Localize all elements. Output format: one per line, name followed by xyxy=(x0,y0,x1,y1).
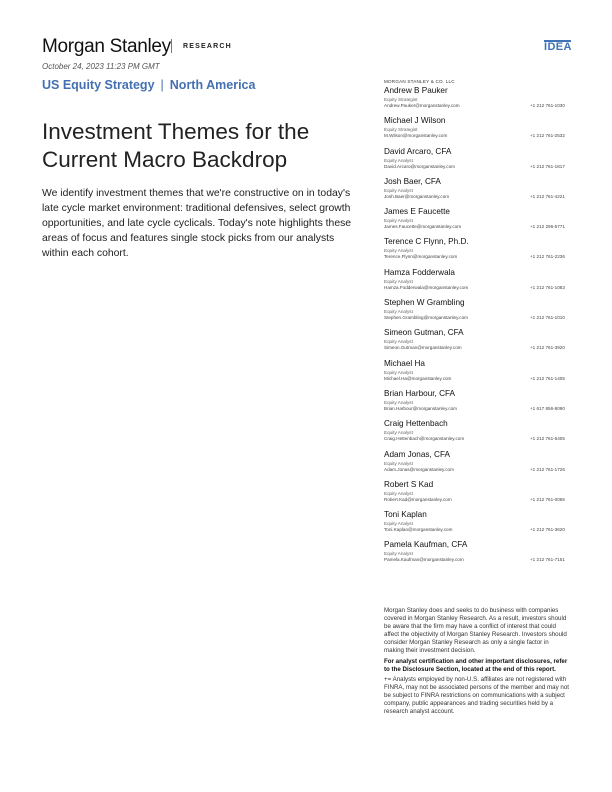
analyst-entry xyxy=(384,328,574,358)
analyst-phone: +1 212 761-7151 xyxy=(530,557,565,563)
analyst-entry xyxy=(384,298,574,328)
analyst-entry xyxy=(384,480,574,510)
analyst-entry xyxy=(384,450,574,480)
analyst-role: Equity Analyst xyxy=(384,490,413,496)
analyst-phone: +1 212 761-1726 xyxy=(530,466,565,472)
analyst-role: Equity Analyst xyxy=(384,278,413,284)
analyst-email[interactable]: Craig.Hettenbach@morganstanley.com xyxy=(384,436,465,442)
analyst-email[interactable]: M.Wilson@morganstanley.com xyxy=(384,133,448,139)
analyst-phone: +1 212 296-5771 xyxy=(530,224,565,230)
morgan-stanley-logo: Morgan Stanley xyxy=(42,36,171,57)
analyst-entry xyxy=(384,540,574,570)
analyst-name: Toni Kaplan xyxy=(384,510,427,520)
analyst-email[interactable]: James.Faucette@morganstanley.com xyxy=(384,224,462,230)
analyst-email[interactable]: Robert.Kad@morganstanley.com xyxy=(384,496,452,502)
analyst-name: Craig Hettenbach xyxy=(384,419,448,429)
analyst-entry xyxy=(384,268,574,298)
report-summary: We identify investment themes that we're constructive on in today's late cycle market environment: traditional defensives, select growth opportunities, and late cycle cyclicals. Today's note highlights these areas of focus and features single stock picks from our analysts within each cohort. xyxy=(42,188,352,260)
analyst-role: Equity Strategist xyxy=(384,97,418,102)
analyst-role: Equity Analyst xyxy=(384,521,413,527)
analyst-phone: +1 212 761-1010 xyxy=(530,315,565,321)
disclaimer-finra: += Analysts employed by non-U.S. affiliates are not registered with FINRA, may not be associated persons of the member and may not be subject to FINRA restrictions on communications with a subject company, public appearances and trading securities held by a research analyst account. xyxy=(384,675,570,716)
analyst-email[interactable]: Michael.Ha@morganstanley.com xyxy=(384,375,452,381)
analyst-entry xyxy=(384,207,574,237)
analyst-role: Equity Analyst xyxy=(384,399,413,405)
analyst-role: Equity Analyst xyxy=(384,187,413,193)
analyst-role: Equity Analyst xyxy=(384,460,413,466)
analyst-phone: +1 212 761-1030 xyxy=(530,103,565,108)
disclaimer-conflict: Morgan Stanley does and seeks to do business with companies covered in Morgan Stanley Research. As a result, investors should be aware that the firm may have a conflict of interest that could affect the objectivity of Morgan Stanley Research. Investors should consider Morgan Stanley Research as only a single factor in making their investment decision. xyxy=(384,607,567,655)
analyst-name: Josh Baer, CFA xyxy=(384,176,441,186)
analyst-phone: +1 212 761-1817 xyxy=(530,163,565,169)
analyst-name: Robert S Kad xyxy=(384,479,434,489)
analyst-email[interactable]: Adam.Jonas@morganstanley.com xyxy=(384,466,454,472)
analyst-email[interactable]: Terence.Flynn@morganstanley.com xyxy=(384,254,458,260)
section-secondary: North America xyxy=(169,78,256,92)
analyst-name: Pamela Kaufman, CFA xyxy=(384,540,468,550)
disclaimer-certification: For analyst certification and other important disclosures, refer to the Disclosure Section, located at the end of this report. xyxy=(384,657,568,673)
analyst-name: Michael Ha xyxy=(384,358,425,368)
section-primary: US Equity Strategy xyxy=(42,78,155,92)
analyst-phone: +1 212 761-1083 xyxy=(530,284,565,290)
section-separator: | xyxy=(160,78,164,92)
analyst-role: Equity Analyst xyxy=(384,218,413,224)
report-title: Investment Themes for the Current Macro Backdrop xyxy=(42,119,310,173)
analyst-email[interactable]: David.Arcaro@morganstanley.com xyxy=(384,163,455,169)
analyst-phone: +1 212 761-2236 xyxy=(530,254,565,260)
analyst-phone: +1 212 761-3920 xyxy=(530,345,565,351)
analyst-name: Adam Jonas, CFA xyxy=(384,449,450,459)
analyst-phone: +1 212 761-2532 xyxy=(530,133,565,139)
analyst-name: Simeon Gutman, CFA xyxy=(384,328,464,338)
analyst-entry xyxy=(384,177,574,207)
analyst-name: Hamza Fodderwala xyxy=(384,267,455,277)
analyst-name: Stephen W Grambling xyxy=(384,298,465,308)
idea-badge: IDEA xyxy=(544,41,572,53)
firm-name: MORGAN STANLEY & CO. LLC xyxy=(384,79,455,84)
analyst-phone: +1 617 856-8090 xyxy=(530,405,565,411)
analyst-role: Equity Analyst xyxy=(384,339,413,345)
analyst-role: Equity Analyst xyxy=(384,248,413,254)
analyst-entry xyxy=(384,86,574,116)
analyst-role: Equity Analyst xyxy=(384,551,413,557)
analyst-role: Equity Analyst xyxy=(384,157,413,163)
analyst-entry xyxy=(384,147,574,177)
analyst-name: Brian Harbour, CFA xyxy=(384,388,455,398)
analyst-email[interactable]: Stephen.Grambling@morganstanley.com xyxy=(384,315,468,321)
analyst-role: Equity Analyst xyxy=(384,369,413,375)
analyst-entry xyxy=(384,510,574,540)
disclaimer xyxy=(384,607,570,718)
analyst-phone: +1 212 761-3620 xyxy=(530,527,565,533)
analyst-email[interactable]: Andrew.Pauker@morganstanley.com xyxy=(384,103,460,108)
analyst-email[interactable]: Pamela.Kaufman@morganstanley.com xyxy=(384,557,464,563)
analyst-phone: +1 212 761-1405 xyxy=(530,375,565,381)
publish-date: October 24, 2023 11:23 PM GMT xyxy=(42,62,160,71)
analyst-name: Michael J Wilson xyxy=(384,116,446,126)
analyst-entry xyxy=(384,237,574,267)
analyst-email[interactable]: Hamza.Fodderwala@morganstanley.com xyxy=(384,284,469,290)
analyst-entry xyxy=(384,359,574,389)
header-divider xyxy=(171,39,172,53)
analyst-email[interactable]: Simeon.Gutman@morganstanley.com xyxy=(384,345,462,351)
analyst-name: David Arcaro, CFA xyxy=(384,146,452,156)
analyst-email[interactable]: Josh.Baer@morganstanley.com xyxy=(384,193,450,199)
analyst-role: Equity Analyst xyxy=(384,309,413,315)
analyst-entry xyxy=(384,419,574,449)
analyst-phone: +1 212 761-0065 xyxy=(530,496,565,502)
analyst-role: Equity Strategist xyxy=(384,127,418,133)
analyst-phone: +1 212 761-6405 xyxy=(530,436,565,442)
research-label: RESEARCH xyxy=(183,43,232,50)
section-heading xyxy=(42,78,255,92)
analyst-phone: +1 212 761-4221 xyxy=(530,193,565,199)
analyst-email[interactable]: Toni.Kaplan@morganstanley.com xyxy=(384,527,453,533)
analyst-list xyxy=(384,79,574,571)
analyst-role: Equity Analyst xyxy=(384,430,413,436)
analyst-name: Terence C Flynn, Ph.D. xyxy=(384,237,469,247)
analyst-email[interactable]: Brian.Harbour@morganstanley.com xyxy=(384,405,458,411)
analyst-entry xyxy=(384,389,574,419)
analyst-name: James E Faucette xyxy=(384,207,450,217)
analyst-name: Andrew B Pauker xyxy=(384,86,448,95)
analyst-entry xyxy=(384,116,574,146)
